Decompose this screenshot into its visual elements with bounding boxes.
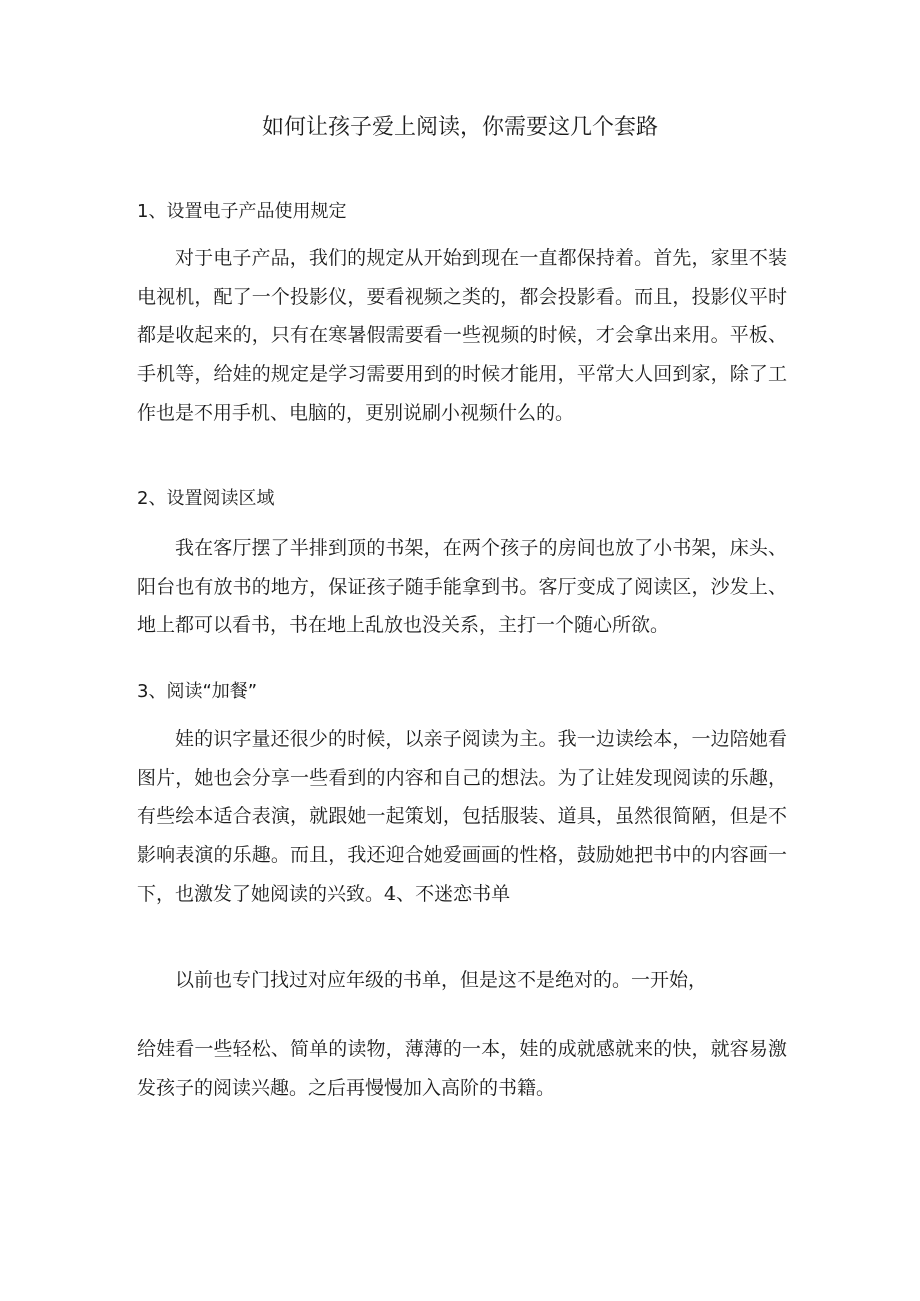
section-paragraph-4-start: 以前也专门找过对应年级的书单，但是这不是绝对的。一开始， — [175, 969, 708, 991]
section-paragraph-2: 我在客厅摆了半排到顶的书架，在两个孩子的房间也放了小书架，床头、阳台也有放书的地方，保证孩子随手能拿到书。客厅变成了阅读区，沙发上、地上都可以看书，书在地上乱放也没关系，主打一个随心所欲。 — [137, 537, 787, 637]
section-heading-1: 1、设置电子产品使用规定 — [137, 201, 347, 222]
section-paragraph-3: 娃的识字量还很少的时候，以亲子阅读为主。我一边读绘本，一边陪她看图片，她也会分享一些看到的内容和自己的想法。为了让娃发现阅读的乐趣，有些绘本适合表演，就跟她一起策划，包括服装、道具，虽然很简陋，但是不影响表演的乐趣。而且，我还迎合她爱画画的性格，鼓励她把书中的内容画一下，也激发了她阅读的兴致。4、不迷恋书单 — [137, 728, 787, 905]
section-heading-3: 3、阅读“加餐” — [137, 681, 258, 702]
section-paragraph-4-continued: 给娃看一些轻松、简单的读物，薄薄的一本，娃的成就感就来的快，就容易激发孩子的阅读兴趣。之后再慢慢加入高阶的书籍。 — [137, 1038, 787, 1099]
section-paragraph-1: 对于电子产品，我们的规定从开始到现在一直都保持着。首先，家里不装电视机，配了一个投影仪，要看视频之类的，都会投影看。而且，投影仪平时都是收起来的，只有在寒暑假需要看一些视频的时候，才会拿出来用。平板、手机等，给娃的规定是学习需要用到的时候才能用，平常大人回到家，除了工作也是不用手机、电脑的，更别说刷小视频什么的。 — [137, 247, 787, 424]
document-title: 如何让孩子爱上阅读，你需要这几个套路 — [261, 115, 658, 140]
section-heading-2: 2、设置阅读区域 — [137, 488, 275, 509]
